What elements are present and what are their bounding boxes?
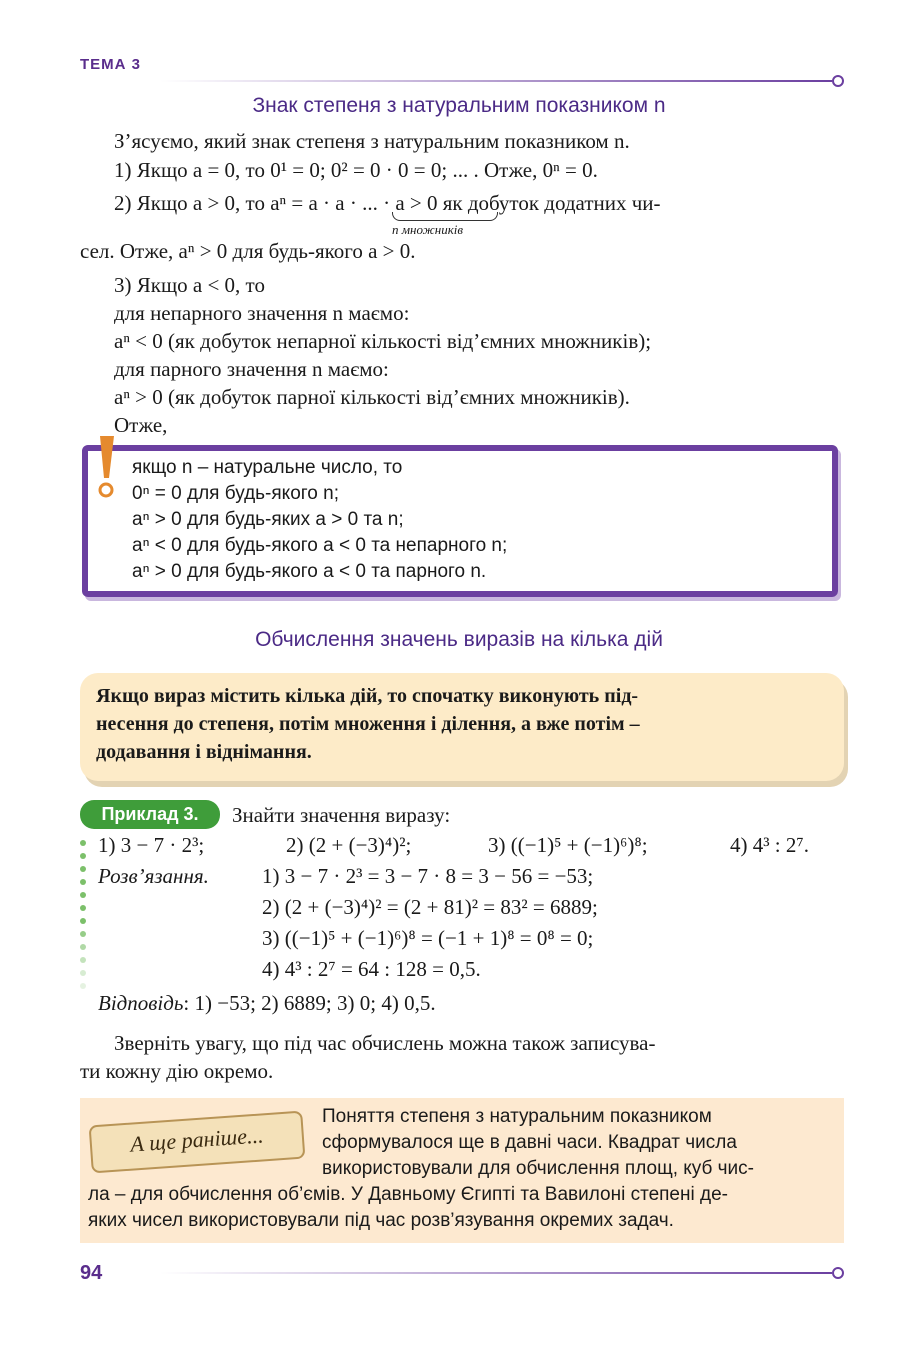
example-item: 2) (2 + (−3)⁴)²; [286,833,412,857]
solution-line: 3) ((−1)⁵ + (−1)⁶)⁸ = (−1 + 1)⁸ = 0⁸ = 0; [262,926,594,950]
text-line: 3) Якщо a < 0, то [114,273,265,297]
page-number: 94 [80,1262,103,1284]
history-line: ла – для обчислення об’ємів. У Давньому Єгипті та Вавилоні степені де- [88,1184,728,1205]
footer-rule [160,1272,832,1274]
dot-rail [80,853,86,859]
text-line: 2) Якщо a > 0, то aⁿ = a · a · ... · a > 0 як добуток додатних чи- [114,191,661,215]
text-line: для парного значення n маємо: [114,357,389,381]
dot-rail [80,892,86,898]
history-line: сформувалося ще в давні часи. Квадрат числа [322,1132,737,1153]
dot-rail [80,944,86,950]
answer-label: Відповідь [98,991,184,1015]
history-scroll-banner: А ще раніше... [89,1111,306,1174]
example-item: 3) ((−1)⁵ + (−1)⁶)⁸; [488,833,648,857]
box-line: 0ⁿ = 0 для будь-якого n; [132,483,339,504]
answer [98,990,436,1016]
underbrace-label: n множників [392,222,464,237]
important-box [82,445,838,597]
underbrace [392,212,498,221]
text-line: Отже, [114,413,168,437]
note-line: ти кожну дію окремо. [80,1059,274,1083]
box-line: aⁿ > 0 для будь-яких a > 0 та n; [132,509,404,530]
dot-rail [80,879,86,885]
box-line: якщо n – натуральне число, то [132,457,403,478]
history-line: використовували для обчислення площ, куб чис- [322,1158,754,1179]
text-line: З’ясуємо, який знак степеня з натуральним показником n. [114,129,630,153]
dot-rail [80,840,86,846]
rule-box [80,673,844,781]
rule-line: Якщо вираз містить кілька дій, то спочатку виконують під- [96,685,639,707]
text-line: aⁿ < 0 (як добуток непарної кількості від’ємних множників); [114,329,652,353]
dot-rail [80,983,86,989]
section-title-sign: Знак степеня з натуральним показником n [252,94,666,117]
answer-value: : 1) −53; 2) 6889; 3) 0; 4) 0,5. [183,991,436,1015]
footer-rule-end-icon [832,1267,844,1279]
example-task: Знайти значення виразу: [232,803,451,827]
note-line: Зверніть увагу, що під час обчислень можна також записува- [114,1031,656,1055]
text-line: 1) Якщо a = 0, то 0¹ = 0; 0² = 0 · 0 = 0; ... . Отже, 0ⁿ = 0. [114,158,598,182]
box-line: aⁿ > 0 для будь-якого a < 0 та парного n. [132,561,487,582]
example-item: 1) 3 − 7 · 2³; [98,833,205,857]
header-rule [160,80,832,82]
dot-rail [80,931,86,937]
text-line: для непарного значення n маємо: [114,301,410,325]
text-line: aⁿ > 0 (як добуток парної кількості від’ємних множників). [114,385,630,409]
dot-rail [80,970,86,976]
header-rule-end-icon [832,75,844,87]
history-line: Поняття степеня з натуральним показником [322,1106,712,1127]
history-line: яких чисел використовували під час розв’язування окремих задач. [88,1210,674,1231]
example-badge: Приклад 3. [80,800,220,829]
topic-label: ТЕМА 3 [80,56,142,73]
exclamation-icon [92,432,122,500]
rule-line: несення до степеня, потім множення і ділення, а вже потім – [96,713,640,735]
dot-rail [80,905,86,911]
solution-line: 2) (2 + (−3)⁴)² = (2 + 81)² = 83² = 6889; [262,895,598,919]
dot-rail [80,957,86,963]
dot-rail [80,866,86,872]
text-line: сел. Отже, aⁿ > 0 для будь-якого a > 0. [80,239,416,263]
rule-line: додавання і віднімання. [96,741,312,763]
solution-line: 1) 3 − 7 · 2³ = 3 − 7 · 8 = 3 − 56 = −53; [262,864,594,888]
solution-label: Розв’язання. [98,864,209,888]
dot-rail [80,918,86,924]
box-line: aⁿ < 0 для будь-якого a < 0 та непарного n; [132,535,508,556]
section-title-operations: Обчислення значень виразів на кілька дій [255,628,663,651]
example-item: 4) 4³ : 2⁷. [730,833,809,857]
solution-line: 4) 4³ : 2⁷ = 64 : 128 = 0,5. [262,957,481,981]
